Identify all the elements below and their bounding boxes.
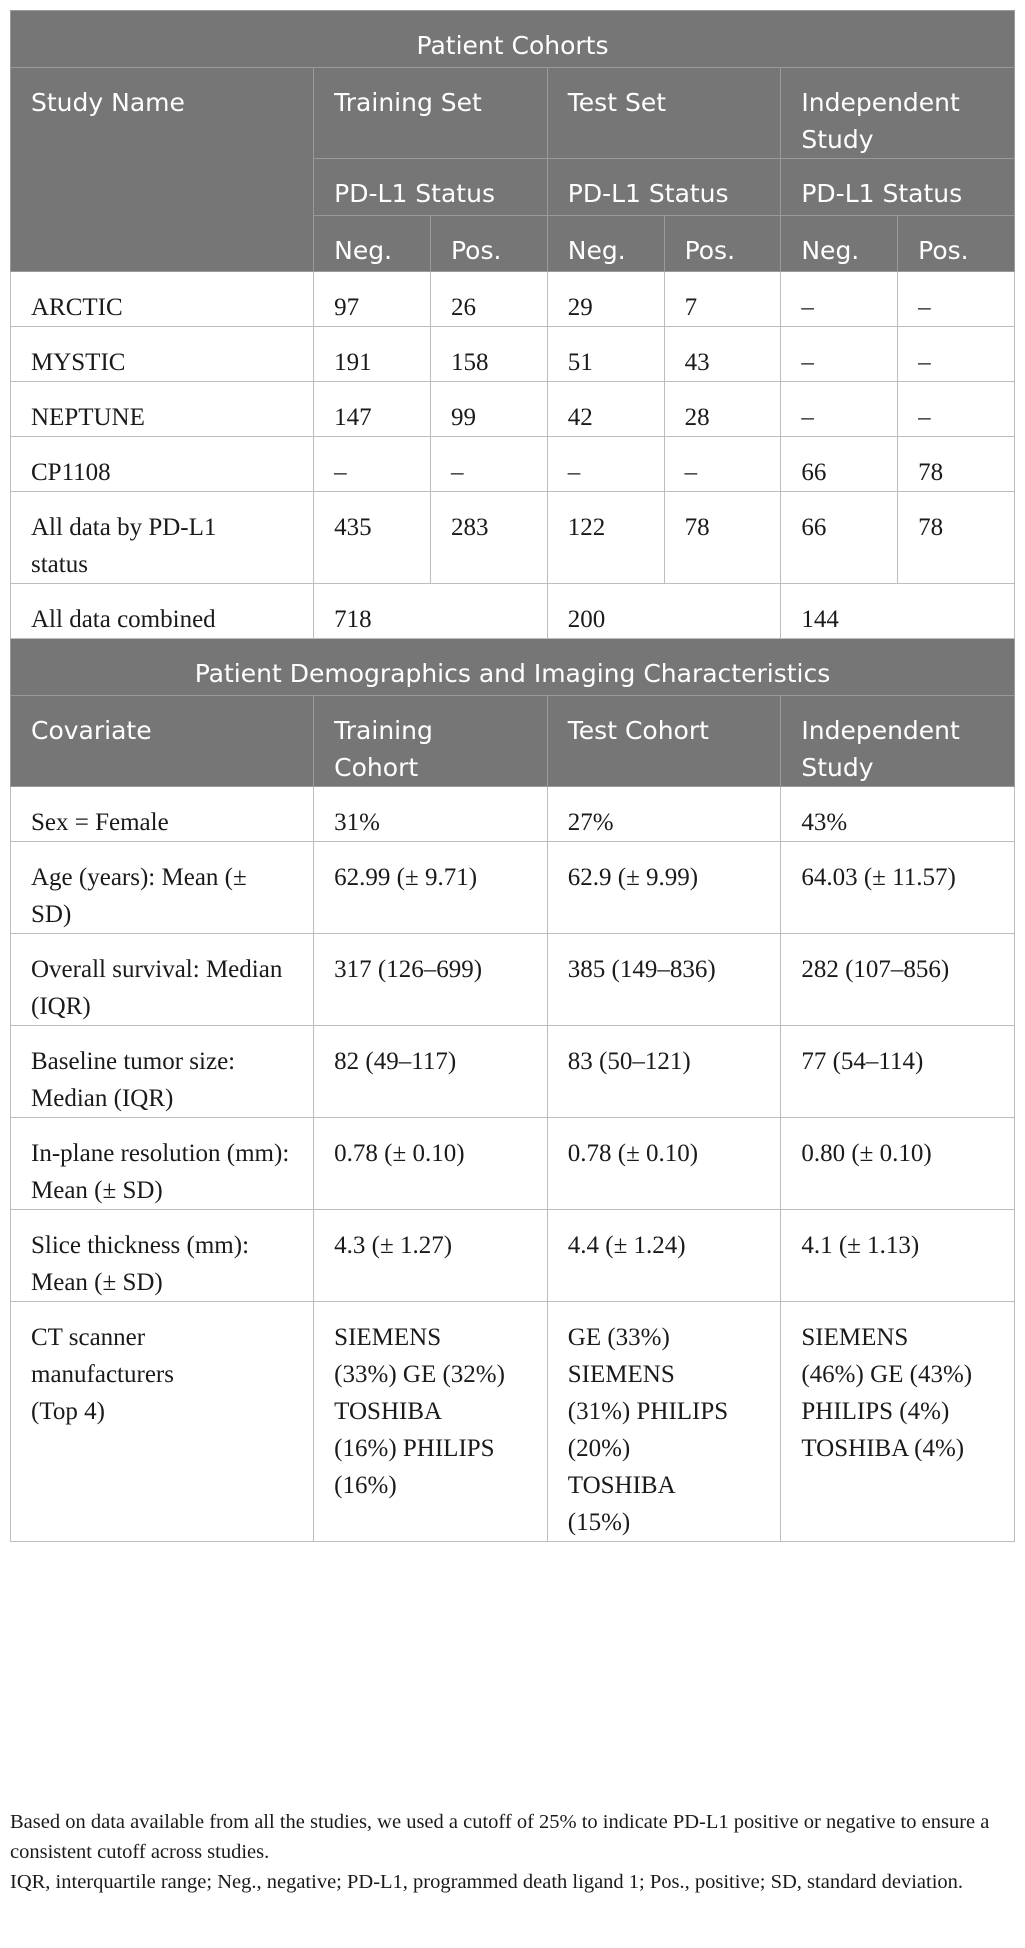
cell-value: 78 <box>898 492 1015 584</box>
study-name: NEPTUNE <box>11 382 314 437</box>
col-test-set: Test Set <box>547 68 781 159</box>
cell-value: 29 <box>547 272 664 327</box>
cell-value: 43 <box>664 327 781 382</box>
cell-value: – <box>898 382 1015 437</box>
cell-value: 43% <box>781 787 1015 842</box>
table-row <box>11 1026 1015 1118</box>
cell-value: 158 <box>430 327 547 382</box>
cell-value: 99 <box>430 382 547 437</box>
covariate-name: Sex = Female <box>11 787 314 842</box>
pos-label: Pos. <box>664 216 781 272</box>
cell-value: SIEMENS (46%) GE (43%) PHILIPS (4%) TOSHIBA (4%) <box>781 1302 1015 1542</box>
table-footnotes <box>10 1807 1015 1897</box>
covariate-name: Age (years): Mean (± SD) <box>11 842 314 934</box>
table-row <box>11 382 1015 437</box>
cell-value: 317 (126–699) <box>314 934 548 1026</box>
table-row <box>11 934 1015 1026</box>
cohort-table-wrapper <box>10 10 1015 1542</box>
cell-value: – <box>781 272 898 327</box>
cell-value: 62.9 (± 9.99) <box>547 842 781 934</box>
combined-row <box>11 584 1015 639</box>
col-test-cohort: Test Cohort <box>547 696 781 787</box>
cell-value: 147 <box>314 382 431 437</box>
combined-test: 200 <box>547 584 781 639</box>
col-independent-study: Independent Study <box>781 68 1015 159</box>
cell-value: 122 <box>547 492 664 584</box>
cell-value: – <box>314 437 431 492</box>
cell-value: 42 <box>547 382 664 437</box>
col-independent-study: Independent Study <box>781 696 1015 787</box>
table-row <box>11 492 1015 584</box>
pdl1-status-training: PD-L1 Status <box>314 159 548 216</box>
cell-value: 78 <box>898 437 1015 492</box>
demographics-title-row <box>11 639 1015 696</box>
cell-value: – <box>781 327 898 382</box>
cell-value: – <box>781 382 898 437</box>
cell-value: – <box>898 272 1015 327</box>
cell-value: 385 (149–836) <box>547 934 781 1026</box>
cell-value: 64.03 (± 11.57) <box>781 842 1015 934</box>
cell-value: 97 <box>314 272 431 327</box>
neg-label: Neg. <box>781 216 898 272</box>
cell-value: 51 <box>547 327 664 382</box>
combined-independent: 144 <box>781 584 1015 639</box>
cell-value: 83 (50–121) <box>547 1026 781 1118</box>
footnote-abbreviations: IQR, interquartile range; Neg., negative; PD-L1, programmed death ligand 1; Pos., positive; SD, standard deviation. <box>10 1871 964 1893</box>
cell-value: 282 (107–856) <box>781 934 1015 1026</box>
col-training-cohort: Training Cohort <box>314 696 548 787</box>
cell-value: 0.80 (± 0.10) <box>781 1118 1015 1210</box>
cell-value: GE (33%) SIEMENS (31%) PHILIPS (20%) TOSHIBA (15%) <box>547 1302 781 1542</box>
study-name: CP1108 <box>11 437 314 492</box>
table-row <box>11 1118 1015 1210</box>
cell-value: 4.1 (± 1.13) <box>781 1210 1015 1302</box>
neg-label: Neg. <box>547 216 664 272</box>
demographics-header-row <box>11 696 1015 787</box>
cell-value: 28 <box>664 382 781 437</box>
table-row <box>11 1302 1015 1542</box>
cell-value: 435 <box>314 492 431 584</box>
cell-value: 31% <box>314 787 548 842</box>
table-row <box>11 272 1015 327</box>
col-study-name: Study Name <box>11 68 314 272</box>
study-name: ARCTIC <box>11 272 314 327</box>
cell-value: 27% <box>547 787 781 842</box>
cell-value: 283 <box>430 492 547 584</box>
table-row <box>11 327 1015 382</box>
covariate-name: Slice thickness (mm): Mean (± SD) <box>11 1210 314 1302</box>
table-row <box>11 842 1015 934</box>
covariate-name: CT scanner manufacturers (Top 4) <box>11 1302 314 1542</box>
pos-label: Pos. <box>430 216 547 272</box>
cohorts-header-row <box>11 68 1015 159</box>
footnote-cutoff: Based on data available from all the studies, we used a cutoff of 25% to indicate PD-L1 positive or negative to ensure a consistent cutoff across studies. <box>10 1811 990 1863</box>
cell-value: 66 <box>781 437 898 492</box>
cell-value: 0.78 (± 0.10) <box>314 1118 548 1210</box>
neg-label: Neg. <box>314 216 431 272</box>
cell-value: – <box>430 437 547 492</box>
covariate-name: In-plane resolution (mm): Mean (± SD) <box>11 1118 314 1210</box>
pdl1-status-test: PD-L1 Status <box>547 159 781 216</box>
cell-value: 82 (49–117) <box>314 1026 548 1118</box>
pos-label: Pos. <box>898 216 1015 272</box>
cell-value: 0.78 (± 0.10) <box>547 1118 781 1210</box>
demographics-title: Patient Demographics and Imaging Characteristics <box>11 639 1015 696</box>
study-name: All data by PD-L1 status <box>11 492 314 584</box>
cell-value: 77 (54–114) <box>781 1026 1015 1118</box>
cell-value: 62.99 (± 9.71) <box>314 842 548 934</box>
table-row <box>11 1210 1015 1302</box>
cell-value: – <box>898 327 1015 382</box>
cell-value: 4.3 (± 1.27) <box>314 1210 548 1302</box>
cohorts-title: Patient Cohorts <box>11 11 1015 68</box>
cohort-table <box>10 10 1015 1542</box>
cell-value: – <box>547 437 664 492</box>
table-row <box>11 437 1015 492</box>
cell-value: 78 <box>664 492 781 584</box>
study-name: All data combined <box>11 584 314 639</box>
cohorts-title-row <box>11 11 1015 68</box>
covariate-name: Baseline tumor size: Median (IQR) <box>11 1026 314 1118</box>
col-training-set: Training Set <box>314 68 548 159</box>
cell-value: 66 <box>781 492 898 584</box>
combined-training: 718 <box>314 584 548 639</box>
pdl1-status-independent: PD-L1 Status <box>781 159 1015 216</box>
cell-value: 4.4 (± 1.24) <box>547 1210 781 1302</box>
cell-value: – <box>664 437 781 492</box>
study-name: MYSTIC <box>11 327 314 382</box>
covariate-name: Overall survival: Median (IQR) <box>11 934 314 1026</box>
cell-value: 7 <box>664 272 781 327</box>
cell-value: 26 <box>430 272 547 327</box>
cell-value: SIEMENS (33%) GE (32%) TOSHIBA (16%) PHILIPS (16%) <box>314 1302 548 1542</box>
col-covariate: Covariate <box>11 696 314 787</box>
cell-value: 191 <box>314 327 431 382</box>
table-row <box>11 787 1015 842</box>
